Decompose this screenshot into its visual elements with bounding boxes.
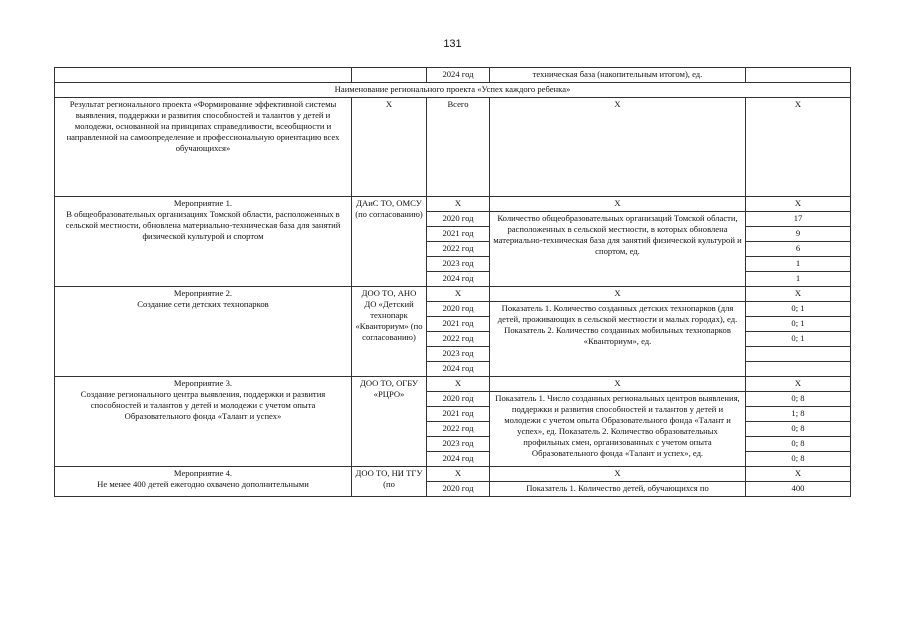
section-title-row xyxy=(55,83,851,98)
value-cell: 0; 8 xyxy=(746,437,851,452)
year-cell: 2022 год xyxy=(427,242,490,257)
measure-text: Не менее 400 детей ежегодно охвачено дополнительными xyxy=(97,479,309,489)
executor-cell: ДАиС ТО, ОМСУ (по согласованию) xyxy=(352,197,427,287)
value-cell: Х xyxy=(746,377,851,392)
value-cell: 400 xyxy=(746,482,851,497)
executor-cell: ДОО ТО, АНО ДО «Детский технопарк «Кванториум» (по согласованию) xyxy=(352,287,427,377)
value-cell: 0; 1 xyxy=(746,332,851,347)
value-cell: 1 xyxy=(746,272,851,287)
indicator-cell: Показатель 1. Количество детей, обучающихся по xyxy=(490,482,746,497)
measure-title: Мероприятие 4. xyxy=(173,468,233,478)
value-cell xyxy=(746,362,851,377)
value-cell: 17 xyxy=(746,212,851,227)
value-cell: 0; 8 xyxy=(746,392,851,407)
value-cell: 0; 8 xyxy=(746,422,851,437)
period-cell: Х xyxy=(427,287,490,302)
value-cell: 0; 8 xyxy=(746,452,851,467)
table-row xyxy=(55,197,851,212)
indicator-cell: Показатель 1. Число созданных региональных центров выявления, поддержки и развития способностей и талантов у детей и молодежи с учетом опыта Образовательного фонда «Талант и успех», ед. Показатель 2. Количество образовательных профильных смен, организованных с учетом опыта Образовательного фонда «Талант и успех», ед. xyxy=(490,392,746,467)
period-cell: Всего xyxy=(427,98,490,197)
measure-text: Создание регионального центра выявления, поддержки и развития способностей и талантов у детей и молодежи с учетом опыта Образовательного фонда «Талант и успех» xyxy=(80,389,326,421)
year-cell: 2020 год xyxy=(427,302,490,317)
value-cell: 1; 8 xyxy=(746,407,851,422)
value-cell: 0; 1 xyxy=(746,302,851,317)
year-cell: 2024 год xyxy=(427,452,490,467)
year-cell: 2024 год xyxy=(427,362,490,377)
table-row xyxy=(55,467,851,482)
measure-cell xyxy=(55,197,352,287)
value-cell: 1 xyxy=(746,257,851,272)
program-table xyxy=(54,67,851,497)
cell-empty xyxy=(746,68,851,83)
measure-title: Мероприятие 2. xyxy=(173,288,233,298)
value-cell: 0; 1 xyxy=(746,317,851,332)
result-name: Результат регионального проекта «Формирование эффективной системы выявления, поддержки и развития способностей и талантов у детей и молодежи, основанной на принципах справедливости, всеобщности и направленной на самоопределение и профессиональную ориентацию всех обучающихся» xyxy=(55,98,352,197)
executor-cell: ДОО ТО, ОГБУ «РЦРО» xyxy=(352,377,427,467)
measure-cell xyxy=(55,287,352,377)
table-row xyxy=(55,287,851,302)
year-cell: 2024 год xyxy=(427,68,490,83)
value-cell: Х xyxy=(746,287,851,302)
indicator-cell: Х xyxy=(490,287,746,302)
value-cell xyxy=(746,347,851,362)
page-number: 131 xyxy=(443,38,462,50)
value-cell: Х xyxy=(746,98,851,197)
year-cell: 2023 год xyxy=(427,347,490,362)
measure-cell xyxy=(55,377,352,467)
indicator-cell: техническая база (накопительным итогом), ед. xyxy=(490,68,746,83)
year-cell: 2021 год xyxy=(427,227,490,242)
value-cell: Х xyxy=(746,467,851,482)
year-cell: 2020 год xyxy=(427,482,490,497)
year-cell: 2020 год xyxy=(427,392,490,407)
year-cell: 2024 год xyxy=(427,272,490,287)
year-cell: 2022 год xyxy=(427,332,490,347)
value-cell: 6 xyxy=(746,242,851,257)
value-cell: 9 xyxy=(746,227,851,242)
cell-empty xyxy=(55,68,352,83)
measure-cell xyxy=(55,467,352,497)
value-cell: Х xyxy=(746,197,851,212)
indicator-cell: Х xyxy=(490,377,746,392)
year-cell: 2023 год xyxy=(427,437,490,452)
year-cell: 2022 год xyxy=(427,422,490,437)
year-cell: 2020 год xyxy=(427,212,490,227)
indicator-cell: Х xyxy=(490,197,746,212)
table-row xyxy=(55,68,851,83)
year-cell: 2021 год xyxy=(427,407,490,422)
measure-text: В общеобразовательных организациях Томской области, расположенных в сельской местности, обновлена материально-техническая база для занятий физической культурой и спортом xyxy=(65,209,341,241)
executor-cell: Х xyxy=(352,98,427,197)
measure-text: Создание сети детских технопарков xyxy=(137,299,269,309)
period-cell: Х xyxy=(427,377,490,392)
year-cell: 2023 год xyxy=(427,257,490,272)
indicator-cell: Х xyxy=(490,98,746,197)
indicator-cell: Показатель 1. Количество созданных детских технопарков (для детей, проживающих в сельской местности и малых городах), ед. Показатель 2. Количество созданных мобильных технопарков «Кванториум», ед. xyxy=(490,302,746,377)
indicator-cell: Количество общеобразовательных организаций Томской области, расположенных в сельской местности, в которых обновлена материально-техническая база для занятий физической культурой и спортом, ед. xyxy=(490,212,746,287)
table-row xyxy=(55,98,851,197)
period-cell: Х xyxy=(427,197,490,212)
cell-empty xyxy=(352,68,427,83)
section-title: Наименование регионального проекта «Успех каждого ребенка» xyxy=(55,83,851,98)
measure-title: Мероприятие 1. xyxy=(173,198,233,208)
year-cell: 2021 год xyxy=(427,317,490,332)
period-cell: Х xyxy=(427,467,490,482)
executor-cell: ДОО ТО, НИ ТГУ (по xyxy=(352,467,427,497)
table-row xyxy=(55,377,851,392)
indicator-cell: Х xyxy=(490,467,746,482)
measure-title: Мероприятие 3. xyxy=(173,378,233,388)
